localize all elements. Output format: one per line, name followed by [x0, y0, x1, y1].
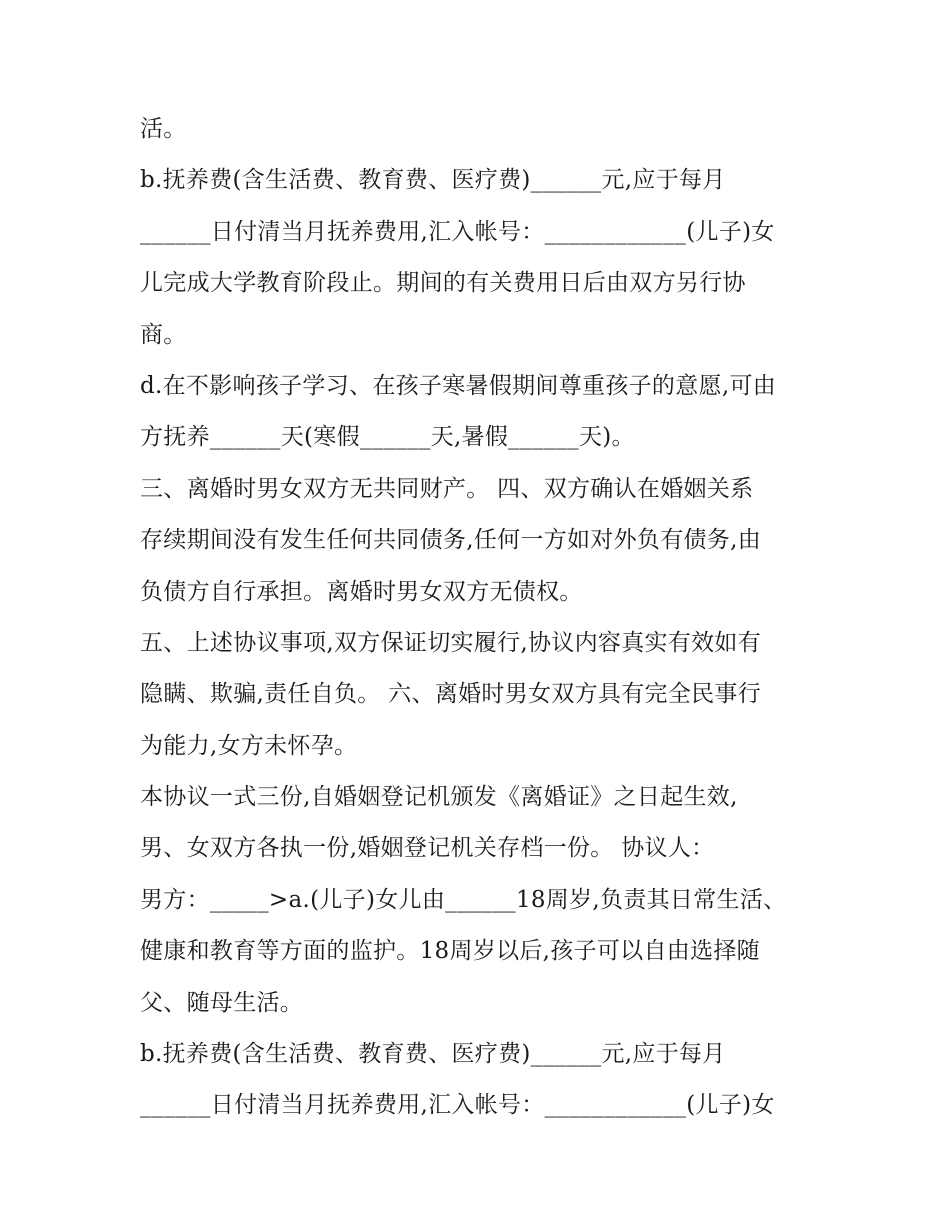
text-line: 男、女双方各执一份,婚姻登记机关存档一份。 协议人：	[140, 835, 715, 862]
text-line: b.抚养费(含生活费、教育费、医疗费)______元,应于每月	[140, 1041, 726, 1068]
text-line: 商。	[140, 321, 187, 348]
text-line: b.抚养费(含生活费、教育费、医疗费)______元,应于每月	[140, 167, 726, 194]
text-line: 存续期间没有发生任何共同债务,任何一方如对外负有债务,由	[140, 527, 762, 554]
text-line: 五、上述协议事项,双方保证切实履行,协议内容真实有效如有	[140, 629, 762, 656]
text-line: d.在不影响孩子学习、在孩子寒暑假期间尊重孩子的意愿,可由	[140, 372, 777, 399]
text-line: 父、随母生活。	[140, 989, 304, 1016]
text-line: 方抚养______天(寒假______天,暑假______天)。	[140, 424, 635, 451]
document-body	[140, 104, 820, 1132]
text-line: 健康和教育等方面的监护。18周岁以后,孩子可以自由选择随	[140, 938, 760, 965]
text-line: 活。	[140, 116, 187, 142]
text-line: 为能力,女方未怀孕。	[140, 732, 358, 759]
text-line: 男方：_____>a.(儿子)女儿由______18周岁,负责其日常生活、	[140, 886, 787, 913]
text-line: 三、离婚时男女双方无共同财产。 四、双方确认在婚姻关系	[140, 475, 754, 502]
text-line: 本协议一式三份,自婚姻登记机颁发《离婚证》之日起生效,	[140, 784, 738, 811]
text-line: ______日付清当月抚养费用,汇入帐号：____________(儿子)女	[140, 218, 775, 245]
text-line: 负债方自行承担。离婚时男女双方无债权。	[140, 578, 583, 605]
text-line: 儿完成大学教育阶段止。期间的有关费用日后由双方另行协	[140, 270, 746, 297]
text-line: 隐瞒、欺骗,责任自负。 六、离婚时男女双方具有完全民事行	[140, 681, 762, 708]
text-line: ______日付清当月抚养费用,汇入帐号：____________(儿子)女	[140, 1092, 775, 1119]
